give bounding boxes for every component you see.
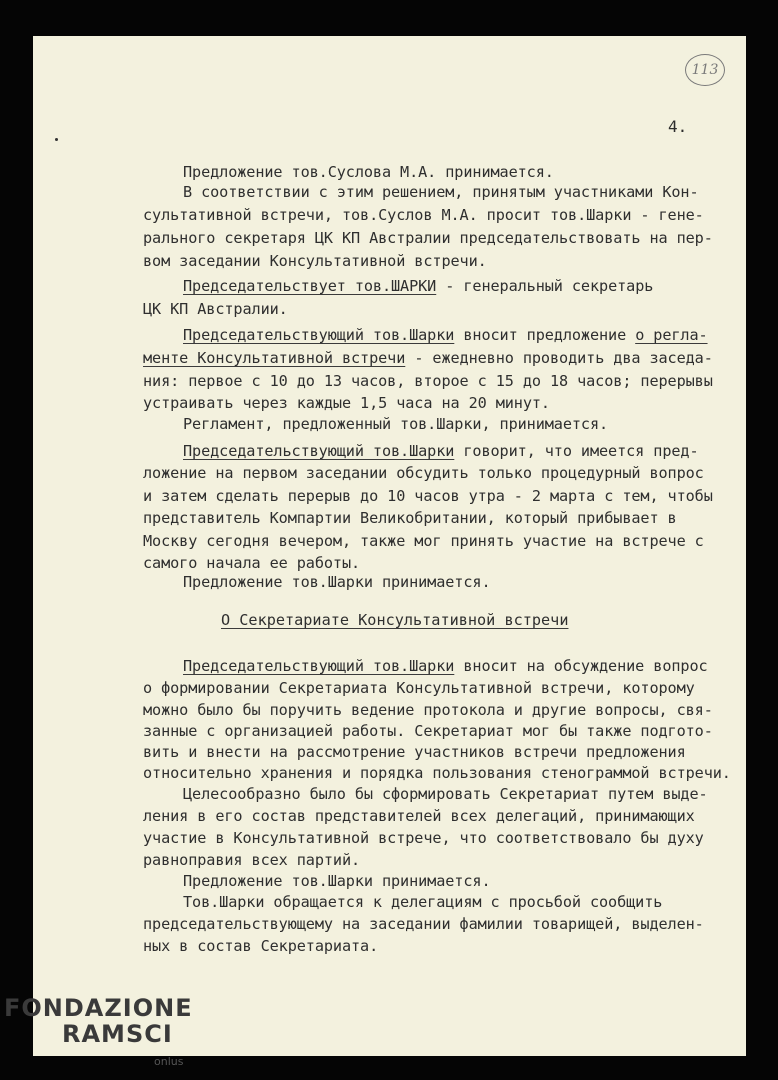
text-line: Регламент, предложенный тов.Шарки, принимается. [183, 415, 609, 433]
text-line: устраивать через каждые 1,5 часа на 20 минут. [143, 394, 550, 412]
text-line: относительно хранения и порядка пользования стенограммой встречи. [143, 764, 731, 782]
text-line: рального секретаря ЦК КП Австралии председательствовать на пер- [143, 229, 713, 247]
text-line: ных в состав Секретариата. [143, 937, 379, 955]
text-line: о формировании Секретариата Консультативной встречи, которому [143, 679, 695, 697]
margin-mark [55, 138, 58, 141]
archive-stamp: 113 [685, 54, 725, 86]
underlined-speaker: Председательствующий тов.Шарки [183, 657, 455, 675]
text-line: самого начала ее работы. [143, 554, 361, 572]
text-line: председательствующему на заседании фамилии товарищей, выделен- [143, 915, 704, 933]
text-line: вом заседании Консультативной встречи. [143, 252, 487, 270]
text-line: вить и внести на рассмотрение участников встречи предложения [143, 743, 686, 761]
section-heading: О Секретариате Консультативной встречи [221, 611, 569, 629]
underlined-speaker: Председательствующий тов.Шарки [183, 326, 455, 344]
text-line: и затем сделать перерыв до 10 часов утра - 2 марта с тем, чтобы [143, 487, 713, 505]
text-line: Председательствующий тов.Шарки вносит предложение о регла- [183, 326, 708, 344]
text-line: Предложение тов.Шарки принимается. [183, 872, 491, 890]
text-line: ложение на первом заседании обсудить только процедурный вопрос [143, 464, 704, 482]
text-line: можно было бы поручить ведение протокола и другие вопросы, свя- [143, 701, 713, 719]
text-line: Москву сегодня вечером, также мог принять участие на встрече с [143, 532, 704, 550]
text-line: ния: первое с 10 до 13 часов, второе с 15 до 18 часов; перерывы [143, 372, 713, 390]
text-line: Тов.Шарки обращается к делегациям с просьбой сообщить [183, 893, 663, 911]
text-line: Председательствует тов.ШАРКИ - генеральный секретарь [183, 277, 654, 295]
text-line: занные с организацией работы. Секретариат мог бы также подгото- [143, 722, 713, 740]
underlined-speaker: Председательствующий тов.Шарки [183, 442, 455, 460]
text-line: Председательствующий тов.Шарки говорит, что имеется пред- [183, 442, 699, 460]
text-line: ления в его состав представителей всех делегаций, принимающих [143, 807, 695, 825]
text-line: В соответствии с этим решением, принятым участниками Кон- [183, 183, 699, 201]
text-line: Предложение тов.Суслова М.А. принимается. [183, 163, 554, 181]
page-number: 4. [668, 117, 688, 136]
text-line: Председательствующий тов.Шарки вносит на обсуждение вопрос [183, 657, 708, 675]
text-line: представитель Компартии Великобритании, который прибывает в [143, 509, 677, 527]
text-line: ЦК КП Австралии. [143, 300, 288, 318]
underlined-speaker: Председательствует тов.ШАРКИ [183, 277, 437, 295]
text-line: Целесообразно было бы сформировать Секретариат путем выде- [183, 785, 708, 803]
text-line: участие в Консультативной встрече, что соответствовало бы духу [143, 829, 704, 847]
text-line: менте Консультативной встречи - ежедневно проводить два заседа- [143, 349, 713, 367]
text-line: сультативной встречи, тов.Суслов М.А. просит тов.Шарки - гене- [143, 206, 704, 224]
text-line: равноправия всех партий. [143, 851, 361, 869]
fondazione-gramsci-watermark: FONDAZIONE RAMSCI onlus [4, 994, 193, 1068]
text-line: Предложение тов.Шарки принимается. [183, 573, 491, 591]
